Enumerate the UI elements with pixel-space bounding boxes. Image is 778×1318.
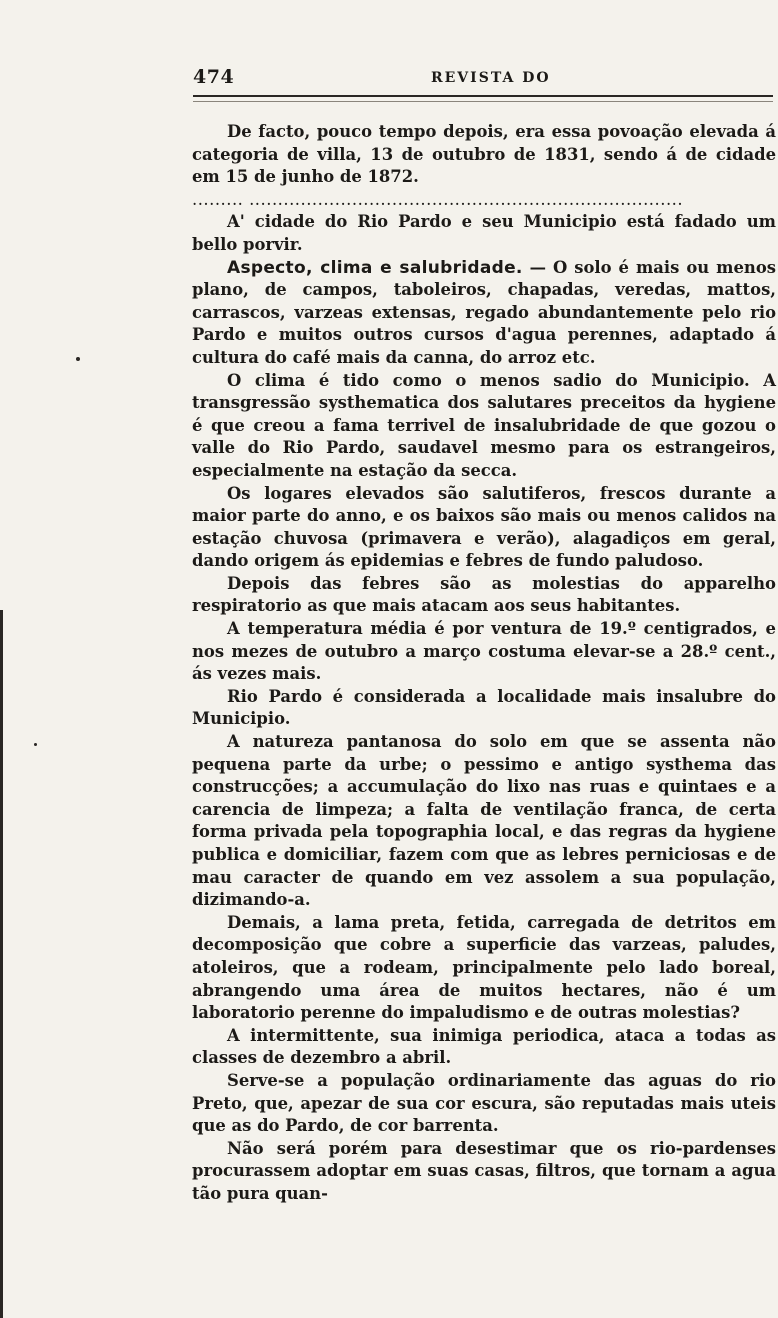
paragraph: Demais, a lama preta, fetida, carregada de detritos em decomposição que cobre a superficie das varzeas, paludes, atoleiros, que a rodeam, principalmente pelo lado boreal, abrangendo uma área de muitos hectares, não é um laboratorio perenne do impaludismo e de outras molestias? (192, 912, 776, 1023)
page-number: 474 (193, 66, 235, 88)
running-title: REVISTA DO (431, 70, 551, 86)
paragraph: Serve-se a população ordinariamente das aguas do rio Preto, que, apezar de sua cor escura, são reputadas mais uteis que as do Pardo, de cor barrenta. (192, 1070, 776, 1136)
paragraph: A intermittente, sua inimiga periodica, ataca a todas as classes de dezembro a abril. (192, 1025, 776, 1068)
paragraph: A temperatura média é por ventura de 19.º centigrados, e nos mezes de outubro a março costuma elevar-se a 28.º cent., ás vezes mais. (192, 619, 776, 684)
paragraph: De facto, pouco tempo depois, era essa povoação elevada á categoria de villa, 13 de outubro de 1831, sendo á de cidade em 15 de junho de 1872. (192, 122, 776, 187)
paragraph: Depois das febres são as molestias do apparelho respiratorio as que mais atacam aos seus habitantes. (192, 573, 776, 616)
dotted-separator: ......... ............................................................................ (192, 189, 684, 209)
scan-speck (76, 357, 80, 361)
paragraph: Não será porém para desestimar que os rio-pardenses procurassem adoptar em suas casas, filtros, que tornam a agua tão pura quan- (192, 1138, 776, 1203)
paragraph: Os logares elevados são salutiferos, frescos durante a maior parte do anno, e os baixos são mais ou menos calidos na estação chuvosa (primavera e verão), alagadiços em geral, dando origem ás epidemias e febres de fundo paludoso. (192, 483, 776, 571)
section-lead-text: O solo é mais ou menos plano, de campos, taboleiros, chapadas, veredas, mattos, carrascos, varzeas extensas, regado abundantemente pelo rio Pardo e muitos outros cursos d'agua perennes, adaptado á cultura do café mais da canna, do arroz etc. (192, 257, 776, 367)
page-header (193, 66, 773, 96)
section-lead-paragraph (192, 257, 776, 370)
binding-edge (0, 610, 3, 1318)
paragraph: A' cidade do Rio Pardo e seu Municipio está fadado um bello porvir. (192, 212, 776, 254)
paragraph: Rio Pardo é considerada a localidade mais insalubre do Municipio. (192, 686, 776, 729)
header-rule (193, 95, 773, 102)
section-heading: Aspecto, clima e salubridade. (227, 257, 523, 278)
scan-speck (34, 743, 37, 746)
paragraph: O clima é tido como o menos sadio do Municipio. A transgressão systhematica dos salutares preceitos da hygiene é que creou a fama terrivel de insalubridade de que gozou o valle do Rio Pardo, saudavel mesmo para os estrangeiros, especialmente na estação da secca. (192, 370, 776, 480)
heading-dash: — (522, 257, 554, 277)
paragraph: A natureza pantanosa do solo em que se assenta não pequena parte da urbe; o pessimo e antigo systhema das construcções; a accumulação do lixo nas ruas e quintaes e a carencia de limpeza; a falta de ventilação franca, de certa forma privada pela topographia local, e das regras da hygiene publica e domiciliar, fazem com que as lebres perniciosas e de mau caracter de quando em vez assolem a sua população, dizimando-a. (192, 732, 776, 910)
page-body (192, 121, 776, 1206)
